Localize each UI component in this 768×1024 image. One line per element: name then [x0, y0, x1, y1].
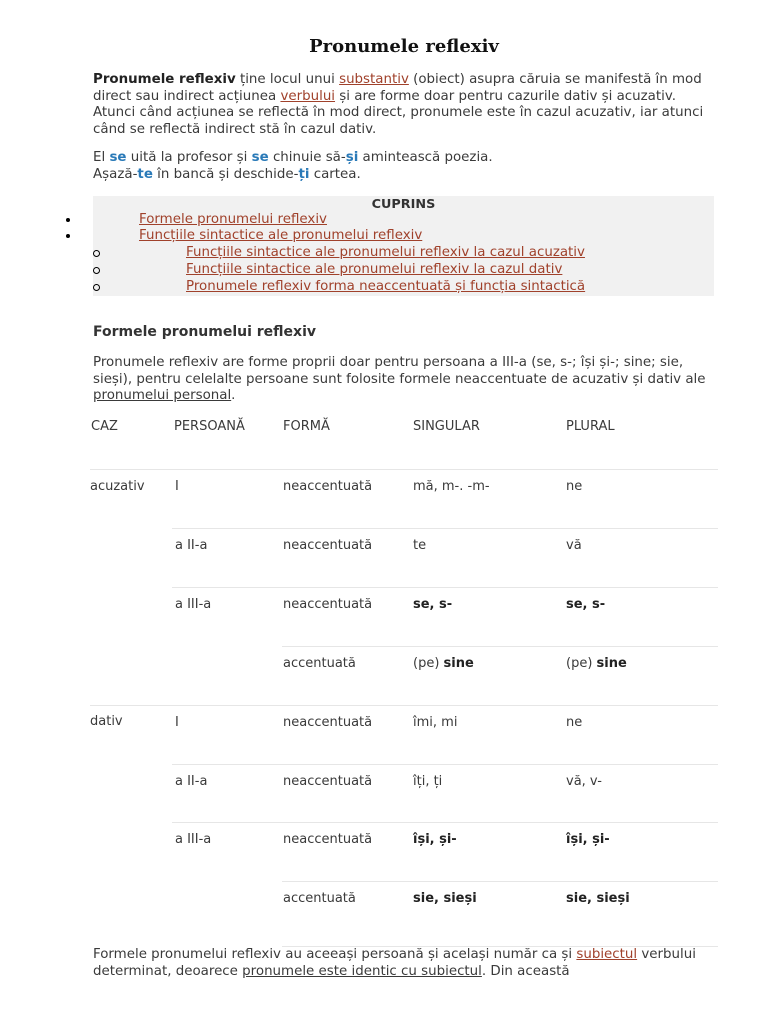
bullet-icon: [66, 234, 70, 238]
cell-forma: neaccentuată: [283, 597, 373, 612]
cell-prefix: (pe): [413, 656, 444, 671]
link-verbului[interactable]: verbului: [280, 88, 336, 104]
cell-singular: [413, 774, 442, 789]
cell-value: sie, sieși: [566, 891, 630, 906]
cell-forma: neaccentuată: [283, 479, 373, 494]
cell-forma: accentuată: [283, 656, 356, 671]
link-subiectul[interactable]: subiectul: [576, 947, 638, 962]
example-highlight: ți: [298, 166, 310, 182]
bullet-icon: [66, 218, 70, 222]
cell-singular: [413, 715, 457, 730]
cell-persoana: I: [175, 479, 179, 494]
footer-text-1: Formele pronumelui reflexiv au aceeași persoană și același număr ca și: [93, 947, 577, 962]
cell-persoana: a II-a: [175, 538, 208, 553]
footer-text-2: verbului determinat, deoarece: [93, 947, 696, 979]
col-header-singular: SINGULAR: [413, 419, 480, 434]
example-text: El: [93, 150, 110, 165]
row-divider: [172, 822, 718, 823]
toc-item: [139, 228, 422, 244]
cell-plural: [566, 538, 582, 553]
cell-plural: [566, 891, 630, 906]
link-pronumele-identic[interactable]: pronumele este identic cu subiectul: [242, 963, 482, 979]
toc-subitem: [186, 262, 562, 278]
intro-text-1: ține locul unui: [235, 72, 340, 87]
section-heading: Formele pronumelui reflexiv: [93, 324, 316, 340]
case-acuzativ: acuzativ: [90, 479, 145, 494]
example-highlight: se: [251, 150, 269, 165]
cell-value: îmi, mi: [413, 715, 458, 730]
cell-plural: [566, 479, 582, 494]
toc-subitem: [186, 245, 585, 261]
example-highlight: te: [137, 166, 153, 182]
cell-singular: [413, 597, 452, 612]
ring-bullet-icon: [93, 284, 100, 291]
row-divider: [90, 469, 718, 470]
cell-value: ne: [566, 479, 583, 494]
row-divider: [90, 705, 718, 706]
col-header-plural: PLURAL: [566, 419, 615, 434]
row-divider: [172, 764, 718, 765]
cell-value: te: [413, 538, 427, 553]
toc-item: [139, 212, 327, 228]
cell-persoana: a III-a: [175, 832, 212, 847]
toc-link-dativ[interactable]: Funcțiile sintactice ale pronumelui reflexiv la cazul dativ: [186, 262, 563, 277]
cell-value: se, s-: [566, 597, 606, 612]
cell-forma: accentuată: [283, 891, 356, 906]
cell-singular: [413, 891, 477, 906]
link-substantiv[interactable]: substantiv: [339, 72, 409, 87]
ring-bullet-icon: [93, 267, 100, 274]
example-text: amintească poezia.: [358, 150, 493, 165]
col-header-caz: CAZ: [91, 419, 118, 434]
cell-value: vă: [566, 538, 582, 553]
cell-value: ne: [566, 715, 583, 730]
cell-persoana: I: [175, 715, 179, 730]
cell-value: mă, m-. -m-: [413, 479, 490, 494]
row-divider: [282, 646, 718, 647]
cell-forma: neaccentuată: [283, 832, 373, 847]
examples-paragraph: [93, 150, 718, 183]
row-divider: [172, 528, 718, 529]
footer-text-3: . Din această: [481, 963, 570, 979]
cell-value: vă, v-: [566, 774, 602, 789]
cell-plural: [566, 656, 627, 671]
cell-plural: [566, 715, 582, 730]
col-header-persoana: PERSOANĂ: [174, 419, 245, 434]
link-pronumelui-personal[interactable]: pronumelui personal: [93, 388, 232, 403]
example-text: chinuie să-: [268, 150, 346, 165]
cell-persoana: a III-a: [175, 597, 212, 612]
example-highlight: se: [109, 150, 127, 165]
example-text: în bancă și deschide-: [152, 166, 299, 182]
cell-singular: [413, 656, 474, 671]
cell-forma: neaccentuată: [283, 774, 373, 789]
intro-bold-term: Pronumele reflexiv: [93, 72, 236, 87]
col-header-forma: FORMĂ: [283, 419, 330, 434]
intro-text-2: (obiect) asupra căruia se manifestă în mod direct sau indirect acțiunea: [93, 72, 702, 104]
forms-text: Pronumele reflexiv are forme proprii doar pentru persoana a III-a (se, s-; își și-; sine; sie, sieși), pentru celelalte persoane sunt folosite formele neaccentuate de acuzativ și dativ ale: [93, 355, 706, 387]
cell-prefix: (pe): [566, 656, 597, 671]
toc-link-neaccentuata[interactable]: Pronumele reflexiv forma neaccentuată și funcția sintactică: [186, 279, 586, 294]
case-dativ: dativ: [90, 714, 123, 729]
toc-title: CUPRINS: [371, 197, 436, 212]
page-title: Pronumele reflexiv: [309, 36, 499, 57]
toc-subitem: [186, 279, 585, 295]
cell-singular: [413, 538, 426, 553]
cell-persoana: a II-a: [175, 774, 208, 789]
row-divider: [282, 881, 718, 882]
cell-forma: neaccentuată: [283, 538, 373, 553]
cell-value: își, și-: [566, 832, 610, 847]
cell-value: se, s-: [413, 597, 453, 612]
toc-link-functiile[interactable]: Funcțiile sintactice ale pronumelui reflexiv: [139, 228, 423, 243]
example-text: Așază-: [93, 166, 138, 182]
footer-paragraph: [93, 947, 718, 980]
cell-singular: [413, 479, 490, 494]
cell-value: sine: [596, 656, 627, 671]
toc-link-acuzativ[interactable]: Funcțiile sintactice ale pronumelui reflexiv la cazul acuzativ: [186, 245, 585, 260]
cell-forma: neaccentuată: [283, 715, 373, 730]
row-divider: [172, 587, 718, 588]
ring-bullet-icon: [93, 250, 100, 257]
forms-text-end: .: [231, 388, 236, 403]
cell-plural: [566, 832, 610, 847]
intro-paragraph: [93, 72, 718, 138]
example-highlight: și: [345, 150, 359, 165]
cell-value: îți, ți: [413, 774, 443, 789]
forms-paragraph: [93, 355, 718, 405]
cell-plural: [566, 597, 605, 612]
toc-link-formele[interactable]: Formele pronumelui reflexiv: [139, 212, 327, 227]
cell-value: sine: [443, 656, 474, 671]
cell-singular: [413, 832, 457, 847]
cell-plural: [566, 774, 602, 789]
table-of-contents: [93, 196, 714, 296]
intro-text-3: și are forme doar pentru cazurile dativ și acuzativ. Atunci când acțiunea se reflectă în mod direct, pronumele este în cazul acuzativ, iar atunci când se reflectă indirect stă în cazul dativ.: [93, 88, 704, 137]
example-text: cartea.: [309, 166, 361, 182]
cell-value: își, și-: [413, 832, 457, 847]
example-text: uită la profesor și: [126, 150, 252, 165]
cell-value: sie, sieși: [413, 891, 477, 906]
